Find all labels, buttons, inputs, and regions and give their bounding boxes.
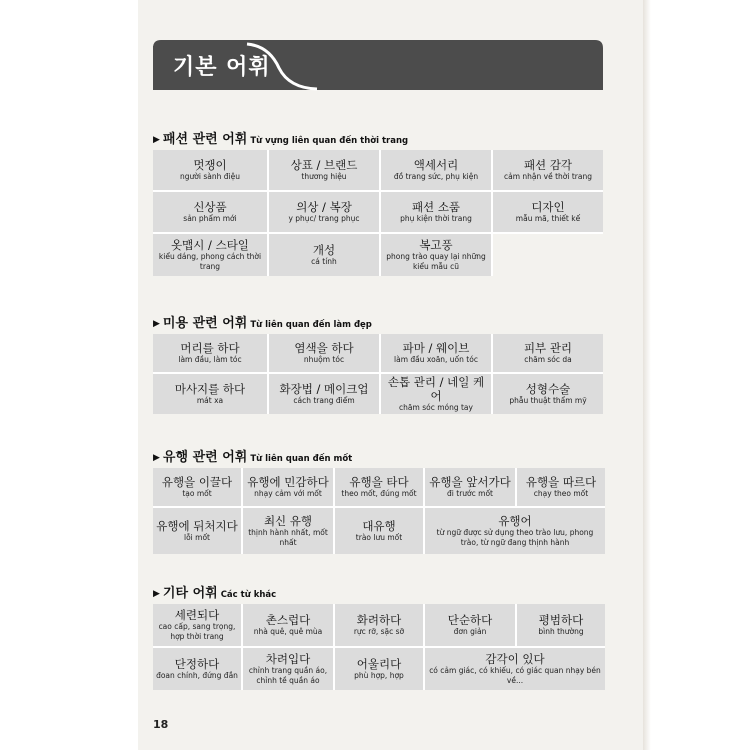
vocab-cell: 옷맵시 / 스타일 kiểu dáng, phong cách thời trang [153,234,267,276]
vocab-cell: 성형수술 phẫu thuật thẩm mỹ [493,374,603,414]
triangle-icon: ▶ [153,589,160,599]
vocab-grid-trend [153,468,605,554]
vocab-cell: 어울리다 phù hợp, hợp [335,648,423,690]
vocab-cell: 마사지를 하다 mát xa [153,374,267,414]
vocab-cell: 단순하다 đơn giản [425,604,515,646]
vocab-cell: 유행을 타다 theo mốt, đúng mốt [335,468,423,506]
empty-cell [493,234,603,276]
page-edge [643,0,651,750]
vocab-cell: 상표 / 브랜드 thương hiệu [269,150,379,190]
vocab-cell: 파마 / 웨이브 làm đầu xoăn, uốn tóc [381,334,491,372]
vocab-cell: 유행에 뒤처지다 lỗi mốt [153,508,241,554]
vocab-cell: 촌스럽다 nhà quê, quê mùa [243,604,333,646]
vocab-cell: 개성 cá tính [269,234,379,276]
vocab-cell: 머리를 하다 làm đầu, làm tóc [153,334,267,372]
vocab-grid-fashion [153,150,603,276]
triangle-icon: ▶ [153,453,160,463]
section-heading-beauty: ▶ 미용 관련 어휘 Từ liên quan đến làm đẹp [153,316,372,331]
vocab-grid-other [153,604,605,690]
vocab-cell: 의상 / 복장 y phục/ trang phục [269,192,379,232]
vocab-cell: 화장법 / 메이크업 cách trang điểm [269,374,379,414]
vocab-cell: 유행을 이끌다 tạo mốt [153,468,241,506]
vocab-cell: 유행을 따르다 chạy theo mốt [517,468,605,506]
vocab-cell: 피부 관리 chăm sóc da [493,334,603,372]
vocab-cell: 평범하다 bình thường [517,604,605,646]
section-heading-other: ▶ 기타 어휘 Các từ khác [153,586,277,601]
vocab-cell: 패션 소품 phụ kiện thời trang [381,192,491,232]
vocab-cell: 멋쟁이 người sành điệu [153,150,267,190]
title-band [153,40,603,92]
page-title: 기본 어휘 [173,55,271,80]
vocab-cell: 유행어 từ ngữ được sử dụng theo trào lưu, phong trào, từ ngữ đang thịnh hành [425,508,605,554]
vocab-cell: 최신 유행 thịnh hành nhất, mốt nhất [243,508,333,554]
vocab-cell: 유행을 앞서가다 đi trước mốt [425,468,515,506]
vocab-grid-beauty [153,334,603,414]
vocab-cell: 단정하다 đoan chính, đứng đắn [153,648,241,690]
vocab-cell: 패션 감각 cảm nhận về thời trang [493,150,603,190]
triangle-icon: ▶ [153,319,160,329]
vocab-cell: 신상품 sản phẩm mới [153,192,267,232]
section-heading-trend: ▶ 유행 관련 어휘 Từ liên quan đến mốt [153,450,353,465]
vocab-cell: 세련되다 cao cấp, sang trọng, hợp thời trang [153,604,241,646]
vocab-cell: 화려하다 rực rỡ, sặc sỡ [335,604,423,646]
vocab-cell: 디자인 mẫu mã, thiết kế [493,192,603,232]
vocab-cell: 유행에 민감하다 nhạy cảm với mốt [243,468,333,506]
triangle-icon: ▶ [153,135,160,145]
vocab-cell: 복고풍 phong trào quay lại những kiểu mẫu cũ [381,234,491,276]
vocab-cell: 차려입다 chỉnh trang quần áo, chỉnh tề quần áo [243,648,333,690]
vocab-cell: 감각이 있다 có cảm giác, có khiếu, có giác quan nhạy bén về... [425,648,605,690]
vocab-cell: 손톱 관리 / 네일 케어 chăm sóc móng tay [381,374,491,414]
vocab-cell: 염색을 하다 nhuộm tóc [269,334,379,372]
section-heading-fashion: ▶ 패션 관련 어휘 Từ vựng liên quan đến thời trang [153,132,409,147]
page-number: 18 [153,718,169,731]
vocab-cell: 대유행 trào lưu mốt [335,508,423,554]
vocab-cell: 액세서리 đồ trang sức, phụ kiện [381,150,491,190]
